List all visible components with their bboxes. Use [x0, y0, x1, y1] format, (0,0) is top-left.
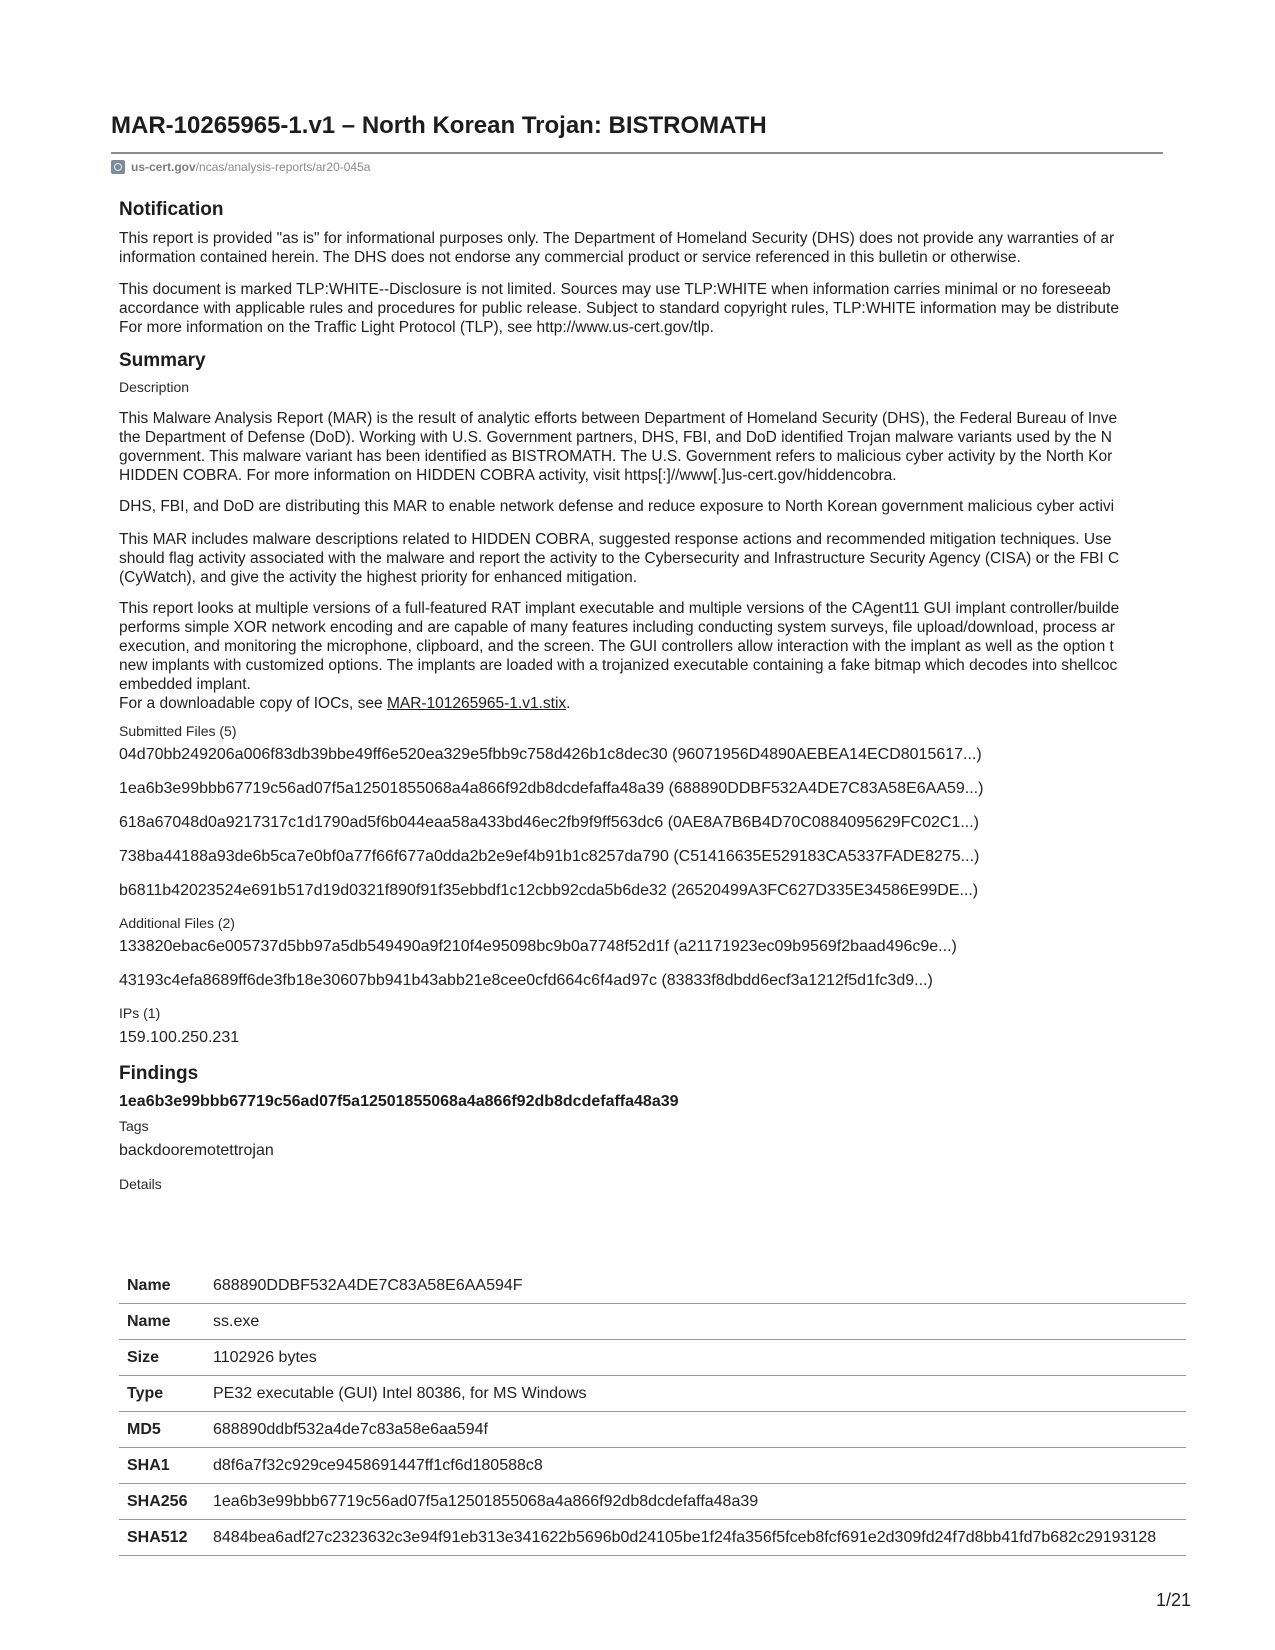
- table-row: [119, 1304, 1186, 1340]
- detail-key: Size: [119, 1340, 205, 1376]
- source-path[interactable]: /ncas/analysis-reports/ar20-045a: [195, 160, 371, 174]
- submitted-file-link[interactable]: 618a67048d0a9217317c1d1790ad5f6b044eaa58a433bd46ec2fb9f9ff563dc6 (0AE8A7B6B4D70C0884095629FC02C1...): [119, 814, 980, 831]
- summary-paragraph-3: [119, 530, 1119, 587]
- findings-heading: Findings: [119, 1063, 199, 1084]
- notification-paragraph-1: [119, 229, 1114, 267]
- text-line: embedded implant.: [119, 676, 251, 693]
- table-row: [119, 1268, 1186, 1304]
- detail-key: Name: [119, 1268, 205, 1304]
- notification-paragraph-2: [119, 280, 1119, 337]
- text-line: This MAR includes malware descriptions related to HIDDEN COBRA, suggested response actions and recommended mitigation techniques. Use: [119, 531, 1112, 548]
- text-line: performs simple XOR network encoding and are capable of many features including conducting system surveys, file upload/download, process ar: [119, 619, 1115, 636]
- details-table: [119, 1268, 1186, 1556]
- detail-key: SHA1: [119, 1448, 205, 1484]
- ips-label: IPs (1): [119, 1005, 161, 1021]
- text-line: government. This malware variant has been identified as BISTROMATH. The U.S. Government refers to malicious cyber activity by the North Kor: [119, 448, 1113, 465]
- table-row: [119, 1376, 1186, 1412]
- table-row: [119, 1484, 1186, 1520]
- table-row: [119, 1412, 1186, 1448]
- ioc-suffix: .: [566, 695, 571, 712]
- detail-value: PE32 executable (GUI) Intel 80386, for MS Windows: [205, 1376, 1186, 1412]
- notification-heading: Notification: [119, 199, 224, 220]
- description-label: Description: [119, 379, 190, 395]
- detail-key: SHA256: [119, 1484, 205, 1520]
- detail-value: 688890DDBF532A4DE7C83A58E6AA594F: [205, 1268, 1186, 1304]
- text-line: the Department of Defense (DoD). Working with U.S. Government partners, DHS, FBI, and DoD identified Trojan malware variants used by the N: [119, 429, 1112, 446]
- additional-files-label: Additional Files (2): [119, 915, 235, 931]
- detail-key: Type: [119, 1376, 205, 1412]
- text-line: (CyWatch), and give the activity the highest priority for enhanced mitigation.: [119, 569, 638, 586]
- summary-paragraph-4: [119, 599, 1119, 713]
- detail-value: ss.exe: [205, 1304, 1186, 1340]
- text-line: HIDDEN COBRA. For more information on HIDDEN COBRA activity, visit https[:]//www[.]us-cert.gov/hiddencobra.: [119, 467, 897, 484]
- summary-paragraph-1: [119, 409, 1117, 485]
- submitted-file-link[interactable]: b6811b42023524e691b517d19d0321f890f91f35ebbdf1c12cbb92cda5b6de32 (26520499A3FC627D335E34586E99DE...): [119, 882, 979, 899]
- page-title: MAR-10265965-1.v1 – North Korean Trojan: BISTROMATH: [111, 112, 767, 139]
- report-content: [119, 0, 1186, 1650]
- text-line: This report looks at multiple versions of a full-featured RAT implant executable and multiple versions of the CAgent11 GUI implant controller/builde: [119, 600, 1120, 617]
- submitted-files-label: Submitted Files (5): [119, 723, 237, 739]
- detail-value: 1102926 bytes: [205, 1340, 1186, 1376]
- tags-value: backdooremotettrojan: [119, 1142, 274, 1159]
- detail-value: 1ea6b3e99bbb67719c56ad07f5a12501855068a4a866f92db8dcdefaffa48a39: [205, 1484, 1186, 1520]
- submitted-file-link[interactable]: 738ba44188a93de6b5ca7e0bf0a77f66f677a0dda2b2e9ef4b91b1c8257da790 (C51416635E529183CA5337FADE8275...): [119, 848, 980, 865]
- detail-value: 8484bea6adf27c2323632c3e94f91eb313e341622b5696b0d24105be1f24fa356f5fceb8fcf691e2d309fd24f7d8bb41fd7b682c29193128: [205, 1520, 1186, 1556]
- additional-file-link[interactable]: 43193c4efa8689ff6de3fb18e30607bb941b43abb21e8cee0cfd664c6f4ad97c (83833f8dbdd6ecf3a1212f5d1fc3d9...): [119, 972, 933, 989]
- summary-paragraph-2: DHS, FBI, and DoD are distributing this MAR to enable network defense and reduce exposure to North Korean government malicious cyber activi: [119, 498, 1115, 515]
- text-line: new implants with customized options. The implants are loaded with a trojanized executable containing a fake bitmap which decodes into shellcoc: [119, 657, 1118, 674]
- detail-key: MD5: [119, 1412, 205, 1448]
- table-row: [119, 1340, 1186, 1376]
- detail-key: Name: [119, 1304, 205, 1340]
- text-line: For more information on the Traffic Light Protocol (TLP), see http://www.us-cert.gov/tlp.: [119, 319, 714, 336]
- text-line: accordance with applicable rules and procedures for public release. Subject to standard copyright rules, TLP:WHITE information may be distribute: [119, 300, 1119, 317]
- additional-file-link[interactable]: 133820ebac6e005737d5bb97a5db549490a9f210f4e95098bc9b0a7748f52d1f (a21171923ec09b9569f2baad496c9e...): [119, 938, 957, 955]
- submitted-file-link[interactable]: 04d70bb249206a006f83db39bbe49ff6e520ea329e5fbb9c758d426b1c8dec30 (96071956D4890AEBEA14ECD8015617...): [119, 746, 982, 763]
- submitted-file-link[interactable]: 1ea6b3e99bbb67719c56ad07f5a12501855068a4a866f92db8dcdefaffa48a39 (688890DDBF532A4DE7C83A58E6AA59...): [119, 780, 984, 797]
- finding-file-hash: 1ea6b3e99bbb67719c56ad07f5a12501855068a4a866f92db8dcdefaffa48a39: [119, 1093, 679, 1110]
- tags-label: Tags: [119, 1118, 149, 1134]
- page-number: 1/21: [1156, 1590, 1192, 1610]
- text-line: This document is marked TLP:WHITE--Disclosure is not limited. Sources may use TLP:WHITE when information carries minimal or no foreseeab: [119, 281, 1111, 298]
- text-line: information contained herein. The DHS does not endorse any commercial product or service referenced in this bulletin or otherwise.: [119, 249, 1021, 266]
- source-domain[interactable]: us-cert.gov: [131, 160, 196, 174]
- ioc-stix-link[interactable]: MAR-101265965-1.v1.stix: [386, 695, 567, 712]
- details-label: Details: [119, 1176, 162, 1192]
- text-line: execution, and monitoring the microphone, clipboard, and the screen. The GUI controllers allow interaction with the implant as well as the option t: [119, 638, 1114, 655]
- ioc-download-line: [119, 694, 1119, 713]
- summary-heading: Summary: [119, 350, 206, 371]
- ioc-prefix: For a downloadable copy of IOCs, see: [119, 695, 387, 712]
- text-line: This report is provided "as is" for informational purposes only. The Department of Homeland Security (DHS) does not provide any warranties of ar: [119, 230, 1115, 247]
- table-row: [119, 1520, 1186, 1556]
- detail-value: 688890ddbf532a4de7c83a58e6aa594f: [205, 1412, 1186, 1448]
- detail-key: SHA512: [119, 1520, 205, 1556]
- table-row: [119, 1448, 1186, 1484]
- ip-address-link[interactable]: 159.100.250.231: [119, 1029, 240, 1046]
- text-line: This Malware Analysis Report (MAR) is the result of analytic efforts between Department of Homeland Security (DHS), the Federal Bureau of Inve: [119, 410, 1118, 427]
- detail-value: d8f6a7f32c929ce9458691447ff1cf6d180588c8: [205, 1448, 1186, 1484]
- text-line: should flag activity associated with the malware and report the activity to the Cybersecurity and Infrastructure Security Agency (CISA) or the FBI C: [119, 550, 1120, 567]
